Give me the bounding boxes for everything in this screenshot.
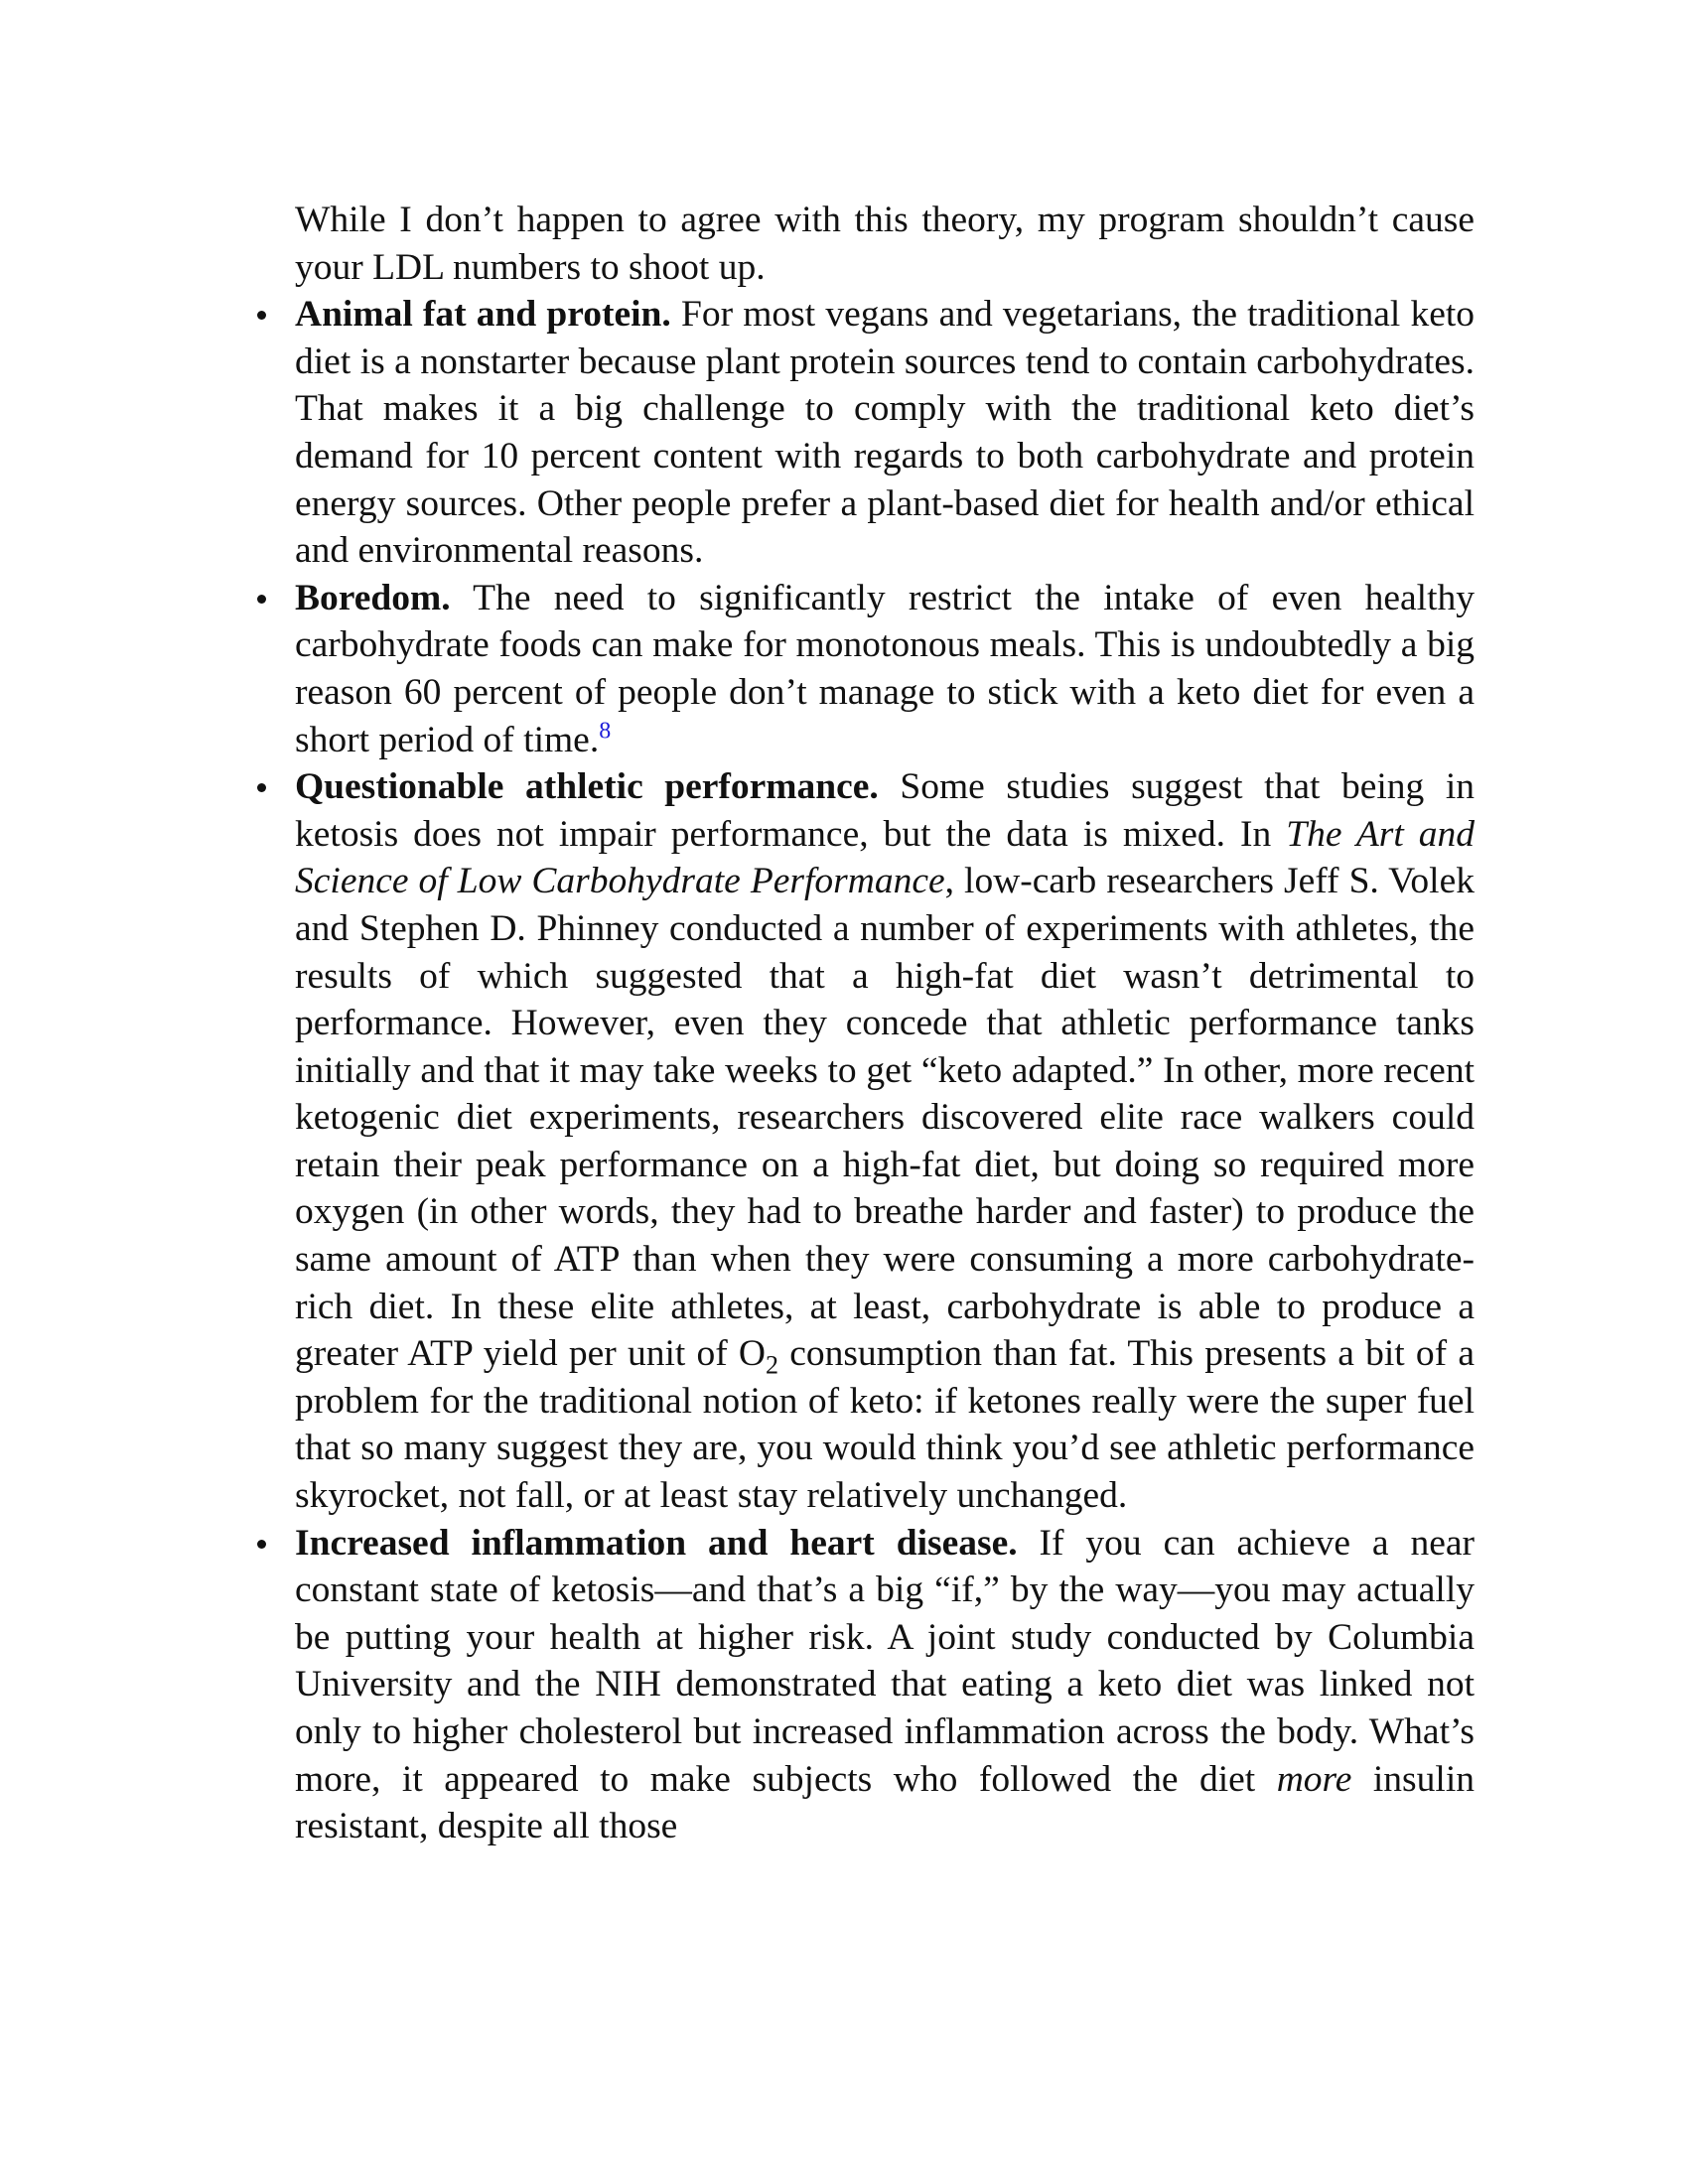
emphasis-text: more xyxy=(1276,1758,1352,1800)
subscript: 2 xyxy=(766,1350,778,1380)
bullet-text: If you can achieve a near constant state of ketosis—and that’s a big “if,” by the way—you may actually be putting your health at higher risk. A joint study conducted by Columbia University and the NIH demonstrated that eating a keto diet was linked not only to higher cholesterol but increased inflammation across the body. What’s more, it appeared to make subjects who followed the diet xyxy=(295,1522,1476,1800)
bullet-athletic-performance xyxy=(295,763,1475,1520)
bullet-text: consumption than fat. This presents a bit of a problem for the traditional notion of keto: if ketones really were the super fuel that so many suggest they are, you would think you’d see athletic performance skyrocket, not fall, or at least stay relatively unchanged. xyxy=(295,1333,1475,1517)
footnote-link[interactable]: 8 xyxy=(599,718,612,745)
bullet-heading: Boredom. xyxy=(295,577,451,618)
bullet-inflammation xyxy=(295,1520,1475,1850)
book-title: The Art and Science of Low Carbohydrate Performance xyxy=(295,813,1475,902)
intro-paragraph: While I don’t happen to agree with this theory, my program shouldn’t cause your LDL numbers to shoot up. xyxy=(295,200,1475,288)
bullet-boredom xyxy=(295,575,1475,763)
bullet-heading: Questionable athletic performance. xyxy=(295,766,879,808)
bullet-text: The need to significantly restrict the intake of even healthy carbohydrate foods can make for monotonous meals. This is undoubtedly a big reason 60 percent of people don’t manage to stick with a keto diet for even a short period of time. xyxy=(295,577,1475,760)
bullet-animal-fat xyxy=(295,291,1475,575)
bullet-text: Some studies suggest that being in ketosis does not impair performance, but the data is mixed. In xyxy=(295,766,1475,855)
bullet-heading: Increased inflammation and heart disease. xyxy=(295,1522,1018,1564)
bullet-text: insulin resistant, despite all those xyxy=(295,1758,1475,1847)
bullet-list xyxy=(295,291,1475,1850)
bullet-text: For most vegans and vegetarians, the traditional keto diet is a nonstarter because plant protein sources tend to contain carbohydrates. That makes it a big challenge to comply with the traditional keto diet’s demand for 10 percent content with regards to both carbohydrate and protein energy sources. Other people prefer a plant-based diet for health and/or ethical and environmental reasons. xyxy=(295,294,1476,572)
page-body xyxy=(295,197,1475,1850)
bullet-text: , low-carb researchers Jeff S. Volek and Stephen D. Phinney conducted a number of experiments with athletes, the results of which suggested that a high-fat diet wasn’t detrimental to performance. However, even they concede that athletic performance tanks initially and that it may take weeks to get “keto adapted.” In other, more recent ketogenic diet experiments, researchers discovered elite race walkers could retain their peak performance on a high-fat diet, but doing so required more oxygen (in other words, they had to breathe harder and faster) to produce the same amount of ATP than when they were consuming a more carbohydrate-rich diet. In these elite athletes, at least, carbohydrate is able to produce a greater ATP yield per unit of O xyxy=(295,861,1475,1375)
bullet-heading: Animal fat and protein. xyxy=(295,294,671,336)
